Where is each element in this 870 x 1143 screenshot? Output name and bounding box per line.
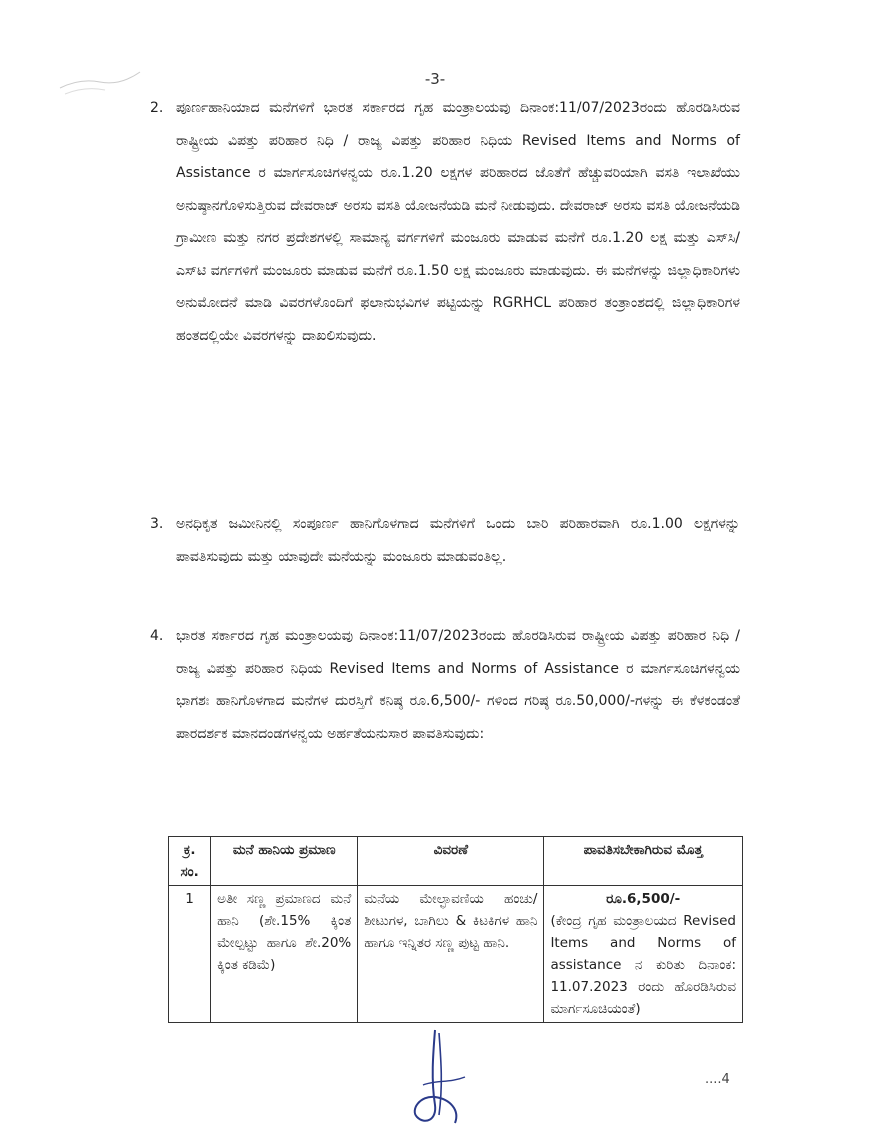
table-row — [169, 886, 743, 1023]
paragraph-3 — [150, 508, 740, 573]
paragraph-4 — [150, 620, 740, 750]
page-number: -3- — [424, 70, 446, 88]
table-header-row — [169, 837, 743, 886]
cell-damage-extent: ಅತೀ ಸಣ್ಣ ಪ್ರಮಾಣದ ಮನೆ ಹಾನಿ (ಶೇ.15% ಕ್ಕಿಂತ ಮೇಲ್ಪಟ್ಟು ಹಾಗೂ ಶೇ.20% ಕ್ಕಿಂತ ಕಡಿಮೆ) — [211, 886, 358, 1023]
paragraph-number: 3. — [150, 516, 164, 532]
cell-serial: 1 — [169, 886, 211, 1023]
scan-smudge-mark — [55, 60, 145, 100]
header-serial: ಕ್ರ. ಸಂ. — [169, 837, 211, 886]
header-amount: ಪಾವತಿಸಬೇಕಾಗಿರುವ ಮೊತ್ತ — [544, 837, 743, 886]
header-damage-extent: ಮನೆ ಹಾನಿಯ ಪ್ರಮಾಣ — [211, 837, 358, 886]
amount-note: (ಕೇಂದ್ರ ಗೃಹ ಮಂತ್ರಾಲಯದ Revised Items and Norms of assistance ನ ಕುರಿತು ದಿನಾಂಕ: 11.07.2023 ರಂದು ಹೊರಡಿಸಿರುವ ಮಾರ್ಗಸೂಚಿಯಂತೆ) — [550, 913, 736, 1017]
amount-value: ರೂ.6,500/- — [606, 891, 681, 907]
header-details: ವಿವರಣೆ — [358, 837, 544, 886]
paragraph-2 — [150, 92, 740, 352]
cell-amount — [544, 886, 743, 1023]
continuation-mark: ....4 — [705, 1072, 730, 1087]
handwritten-signature — [405, 1025, 475, 1135]
paragraph-text: ಭಾರತ ಸರ್ಕಾರದ ಗೃಹ ಮಂತ್ರಾಲಯವು ದಿನಾಂಕ:11/07/2023ರಂದು ಹೊರಡಿಸಿರುವ ರಾಷ್ಟ್ರೀಯ ವಿಪತ್ತು ಪರಿಹಾರ ನಿಧಿ / ರಾಜ್ಯ ವಿಪತ್ತು ಪರಿಹಾರ ನಿಧಿಯ Revised Items and Norms of Assistance ರ ಮಾರ್ಗಸೂಚಿಗಳನ್ವಯ ಭಾಗಶಃ ಹಾನಿಗೊಳಗಾದ ಮನೆಗಳ ದುರಸ್ತಿಗೆ ಕನಿಷ್ಠ ರೂ.6,500/- ಗಳಿಂದ ಗರಿಷ್ಠ ರೂ.50,000/-ಗಳನ್ನು ಈ ಕೆಳಕಂಡಂತೆ ಪಾರದರ್ಶಕ ಮಾನದಂಡಗಳನ್ವಯ ಅರ್ಹತೆಯನುಸಾರ ಪಾವತಿಸುವುದು: — [176, 628, 740, 742]
paragraph-text: ಪೂರ್ಣಹಾನಿಯಾದ ಮನೆಗಳಿಗೆ ಭಾರತ ಸರ್ಕಾರದ ಗೃಹ ಮಂತ್ರಾಲಯವು ದಿನಾಂಕ:11/07/2023ರಂದು ಹೊರಡಿಸಿರುವ ರಾಷ್ಟ್ರೀಯ ವಿಪತ್ತು ಪರಿಹಾರ ನಿಧಿ / ರಾಜ್ಯ ವಿಪತ್ತು ಪರಿಹಾರ ನಿಧಿಯ Revised Items and Norms of Assistance ರ ಮಾರ್ಗಸೂಚಿಗಳನ್ವಯ ರೂ.1.20 ಲಕ್ಷಗಳ ಪರಿಹಾರದ ಜೊತೆಗೆ ಹೆಚ್ಚುವರಿಯಾಗಿ ವಸತಿ ಇಲಾಖೆಯು ಅನುಷ್ಠಾನಗೊಳಿಸುತ್ತಿರುವ ದೇವರಾಜ್ ಅರಸು ವಸತಿ ಯೋಜನೆಯಡಿ ಮನೆ ನೀಡುವುದು. ದೇವರಾಜ್ ಅರಸು ವಸತಿ ಯೋಜನೆಯಡಿ ಗ್ರಾಮೀಣ ಮತ್ತು ನಗರ ಪ್ರದೇಶಗಳಲ್ಲಿ ಸಾಮಾನ್ಯ ವರ್ಗಗಳಿಗೆ ಮಂಜೂರು ಮಾಡುವ ಮನೆಗೆ ರೂ.1.20 ಲಕ್ಷ ಮತ್ತು ಎಸ್‌ಸಿ/ಎಸ್‌ಟಿ ವರ್ಗಗಳಿಗೆ ಮಂಜೂರು ಮಾಡುವ ಮನೆಗೆ ರೂ.1.50 ಲಕ್ಷ ಮಂಜೂರು ಮಾಡುವುದು. ಈ ಮನೆಗಳನ್ನು ಜಿಲ್ಲಾಧಿಕಾರಿಗಳು ಅನುಮೋದನೆ ಮಾಡಿ ವಿವರಗಳೊಂದಿಗೆ ಫಲಾನುಭವಿಗಳ ಪಟ್ಟಿಯನ್ನು RGRHCL ಪರಿಹಾರ ತಂತ್ರಾಂಶದಲ್ಲಿ ಜಿಲ್ಲಾಧಿಕಾರಿಗಳ ಹಂತದಲ್ಲಿಯೇ ವಿವರಗಳನ್ನು ದಾಖಲಿಸುವುದು. — [176, 100, 740, 344]
paragraph-number: 4. — [150, 628, 164, 644]
paragraph-text: ಅನಧಿಕೃತ ಜಮೀನಿನಲ್ಲಿ ಸಂಪೂರ್ಣ ಹಾನಿಗೊಳಗಾದ ಮನೆಗಳಿಗೆ ಒಂದು ಬಾರಿ ಪರಿಹಾರವಾಗಿ ರೂ.1.00 ಲಕ್ಷಗಳನ್ನು ಪಾವತಿಸುವುದು ಮತ್ತು ಯಾವುದೇ ಮನೆಯನ್ನು ಮಂಜೂರು ಮಾಡುವಂತಿಲ್ಲ. — [176, 516, 740, 565]
compensation-table — [168, 836, 743, 1023]
paragraph-number: 2. — [150, 100, 164, 116]
cell-details: ಮನೆಯ ಮೇಲ್ಛಾವಣಿಯ ಹಂಚು/ಶೀಟುಗಳ, ಬಾಗಿಲು & ಕಿಟಕಿಗಳ ಹಾನಿ ಹಾಗೂ ಇನ್ನಿತರ ಸಣ್ಣ ಪುಟ್ಟ ಹಾನಿ. — [358, 886, 544, 1023]
